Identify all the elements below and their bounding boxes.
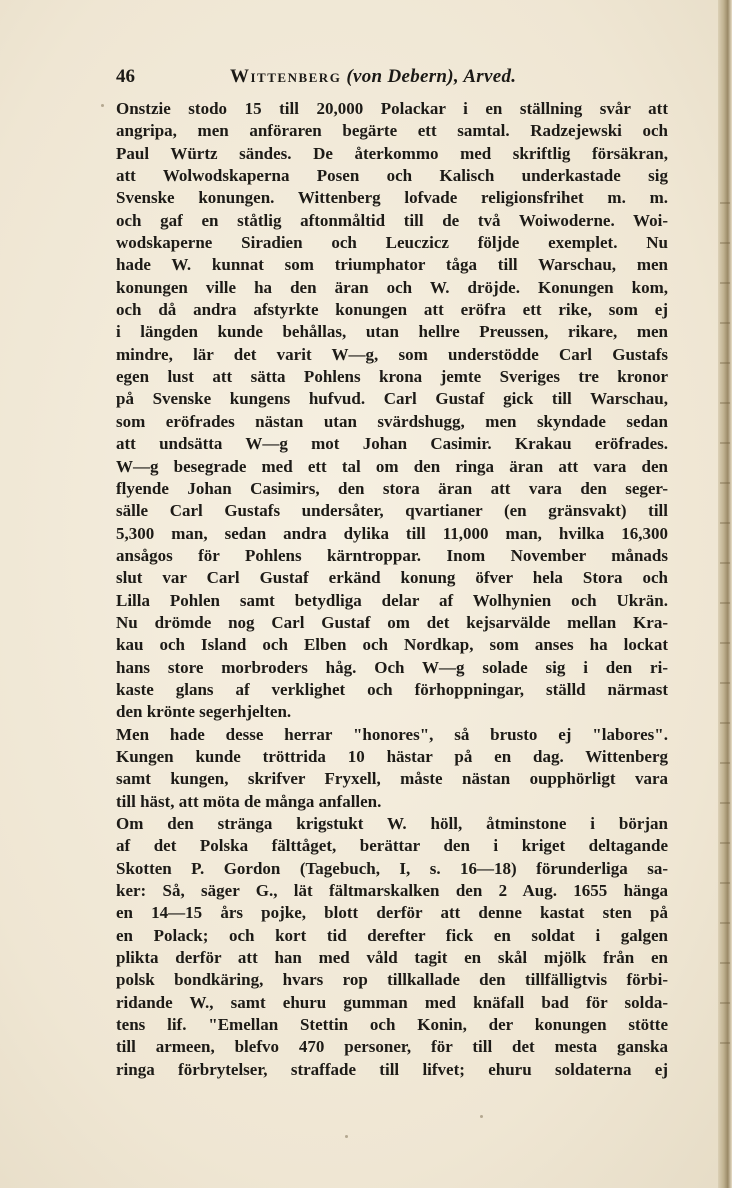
text-line: Onstzie stodo 15 till 20,000 Polackar i en ställning svår att [116, 99, 668, 118]
text-line: som eröfrades nästan utan svärdshugg, men skyndade sedan [116, 411, 668, 431]
text-line: till armeen, blefvo 470 personer, för till det mesta ganska [116, 1037, 668, 1057]
text-line: slut var Carl Gustaf erkänd konung öfver hela Stora och [116, 568, 668, 588]
text-line: wodskaperne Siradien och Leuczicz följde exemplet. Nu [116, 233, 668, 253]
text-line: Paul Würtz sändes. De återkommo med skriftlig försäkran, [116, 143, 668, 163]
text-line: ridande W., samt ehuru gumman med knäfall bad för solda- [116, 992, 668, 1012]
paper-speck [480, 1115, 483, 1118]
text-line: angripa, men anföraren begärte ett samtal. Radzejewski och [116, 121, 668, 141]
text-line: sälle Carl Gustafs undersåter, qvartianer (en gränsvakt) till [116, 501, 668, 521]
page-edge-marks [720, 180, 730, 1080]
text-line: kaste glans af verklighet och förhoppningar, ställd närmast [116, 679, 668, 699]
paper-speck [345, 1135, 348, 1138]
text-line: Om den stränga krigstukt W. höll, åtminstone i början [116, 814, 668, 833]
text-line: Skotten P. Gordon (Tagebuch, I, s. 16—18) förunderliga sa- [116, 858, 668, 878]
text-line: hans store morbroders håg. Och W—g solade sig i den ri- [116, 657, 668, 677]
body-text [116, 98, 668, 1081]
text-line: 5,300 man, sedan andra dylika till 11,000 man, hvilka 16,300 [116, 523, 668, 543]
text-line: en Polack; och kort tid derefter fick en soldat i galgen [116, 925, 668, 945]
text-line: Svenske konungen. Wittenberg lofvade religionsfrihet m. m. [116, 188, 668, 208]
text-line: plikta derför att han med våld tagit en skål mjölk från en [116, 948, 668, 968]
text-line: att undsätta W—g mot Johan Casimir. Krakau eröfrades. [116, 434, 668, 454]
text-line: Lilla Pohlen samt betydliga delar af Wolhynien och Ukrän. [116, 590, 668, 610]
text-line: Kungen kunde tröttrida 10 hästar på en dag. Wittenberg [116, 746, 668, 766]
paper-speck [101, 104, 104, 107]
text-line: hade W. kunnat som triumphator tåga till Warschau, men [116, 255, 668, 275]
text-line: Nu drömde nog Carl Gustaf om det kejsarvälde mellan Kra- [116, 612, 668, 632]
text-line: egen lust att sätta Pohlens krona jemte Sveriges tre kronor [116, 367, 668, 387]
page-number: 46 [116, 66, 135, 87]
page-header [116, 66, 668, 96]
running-head-name: Wittenberg [230, 66, 342, 87]
running-head-rest: (von Debern), Arved. [346, 66, 517, 87]
running-head [230, 66, 516, 88]
text-line: Men hade desse herrar "honores", så brusto ej "labores". [116, 724, 668, 744]
text-line: flyende Johan Casimirs, den stora äran att vara den seger- [116, 478, 668, 498]
text-line: af det Polska fälttåget, berättar den i kriget deltagande [116, 836, 668, 856]
text-line: mindre, lär det varit W—g, som understödde Carl Gustafs [116, 344, 668, 364]
text-line: ringa förbrytelser, straffade till lifvet; ehuru soldaterna ej [116, 1059, 668, 1079]
text-line: den krönte segerhjelten. [116, 702, 292, 722]
text-line: till häst, att möta de många anfallen. [116, 791, 382, 811]
text-line: W—g besegrade med ett tal om den ringa äran att vara den [116, 456, 668, 476]
text-line: i längden kunde behållas, utan hellre Preussen, rikare, men [116, 322, 668, 342]
text-line: ker: Så, säger G., lät fältmarskalken den 2 Aug. 1655 hänga [116, 881, 668, 901]
text-line: konungen ville ha den äran och W. dröjde. Konungen kom, [116, 277, 668, 297]
text-line: och gaf en ståtlig aftonmåltid till de två Woiwoderne. Woi- [116, 210, 668, 230]
text-line: en 14—15 års pojke, blott derför att denne kastat sten på [116, 903, 668, 923]
text-line: kau och Island och Elben och Nordkap, som anses ha lockat [116, 635, 668, 655]
text-line: ansågos för Pohlens kärntroppar. Inom November månads [116, 545, 668, 565]
text-line: och då andra afstyrkte konungen att eröfra ett rike, som ej [116, 300, 668, 320]
text-line: polsk bondkäring, hvars rop tillkallade den tillfälligtvis förbi- [116, 970, 668, 990]
text-line: samt kungen, skrifver Fryxell, måste nästan oupphörligt vara [116, 769, 668, 789]
text-line: att Wolwodskaperna Posen och Kalisch underkastade sig [116, 166, 668, 186]
text-line: tens lif. "Emellan Stettin och Konin, der konungen stötte [116, 1015, 668, 1035]
text-line: på Svenske kungens hufvud. Carl Gustaf gick till Warschau, [116, 389, 668, 409]
